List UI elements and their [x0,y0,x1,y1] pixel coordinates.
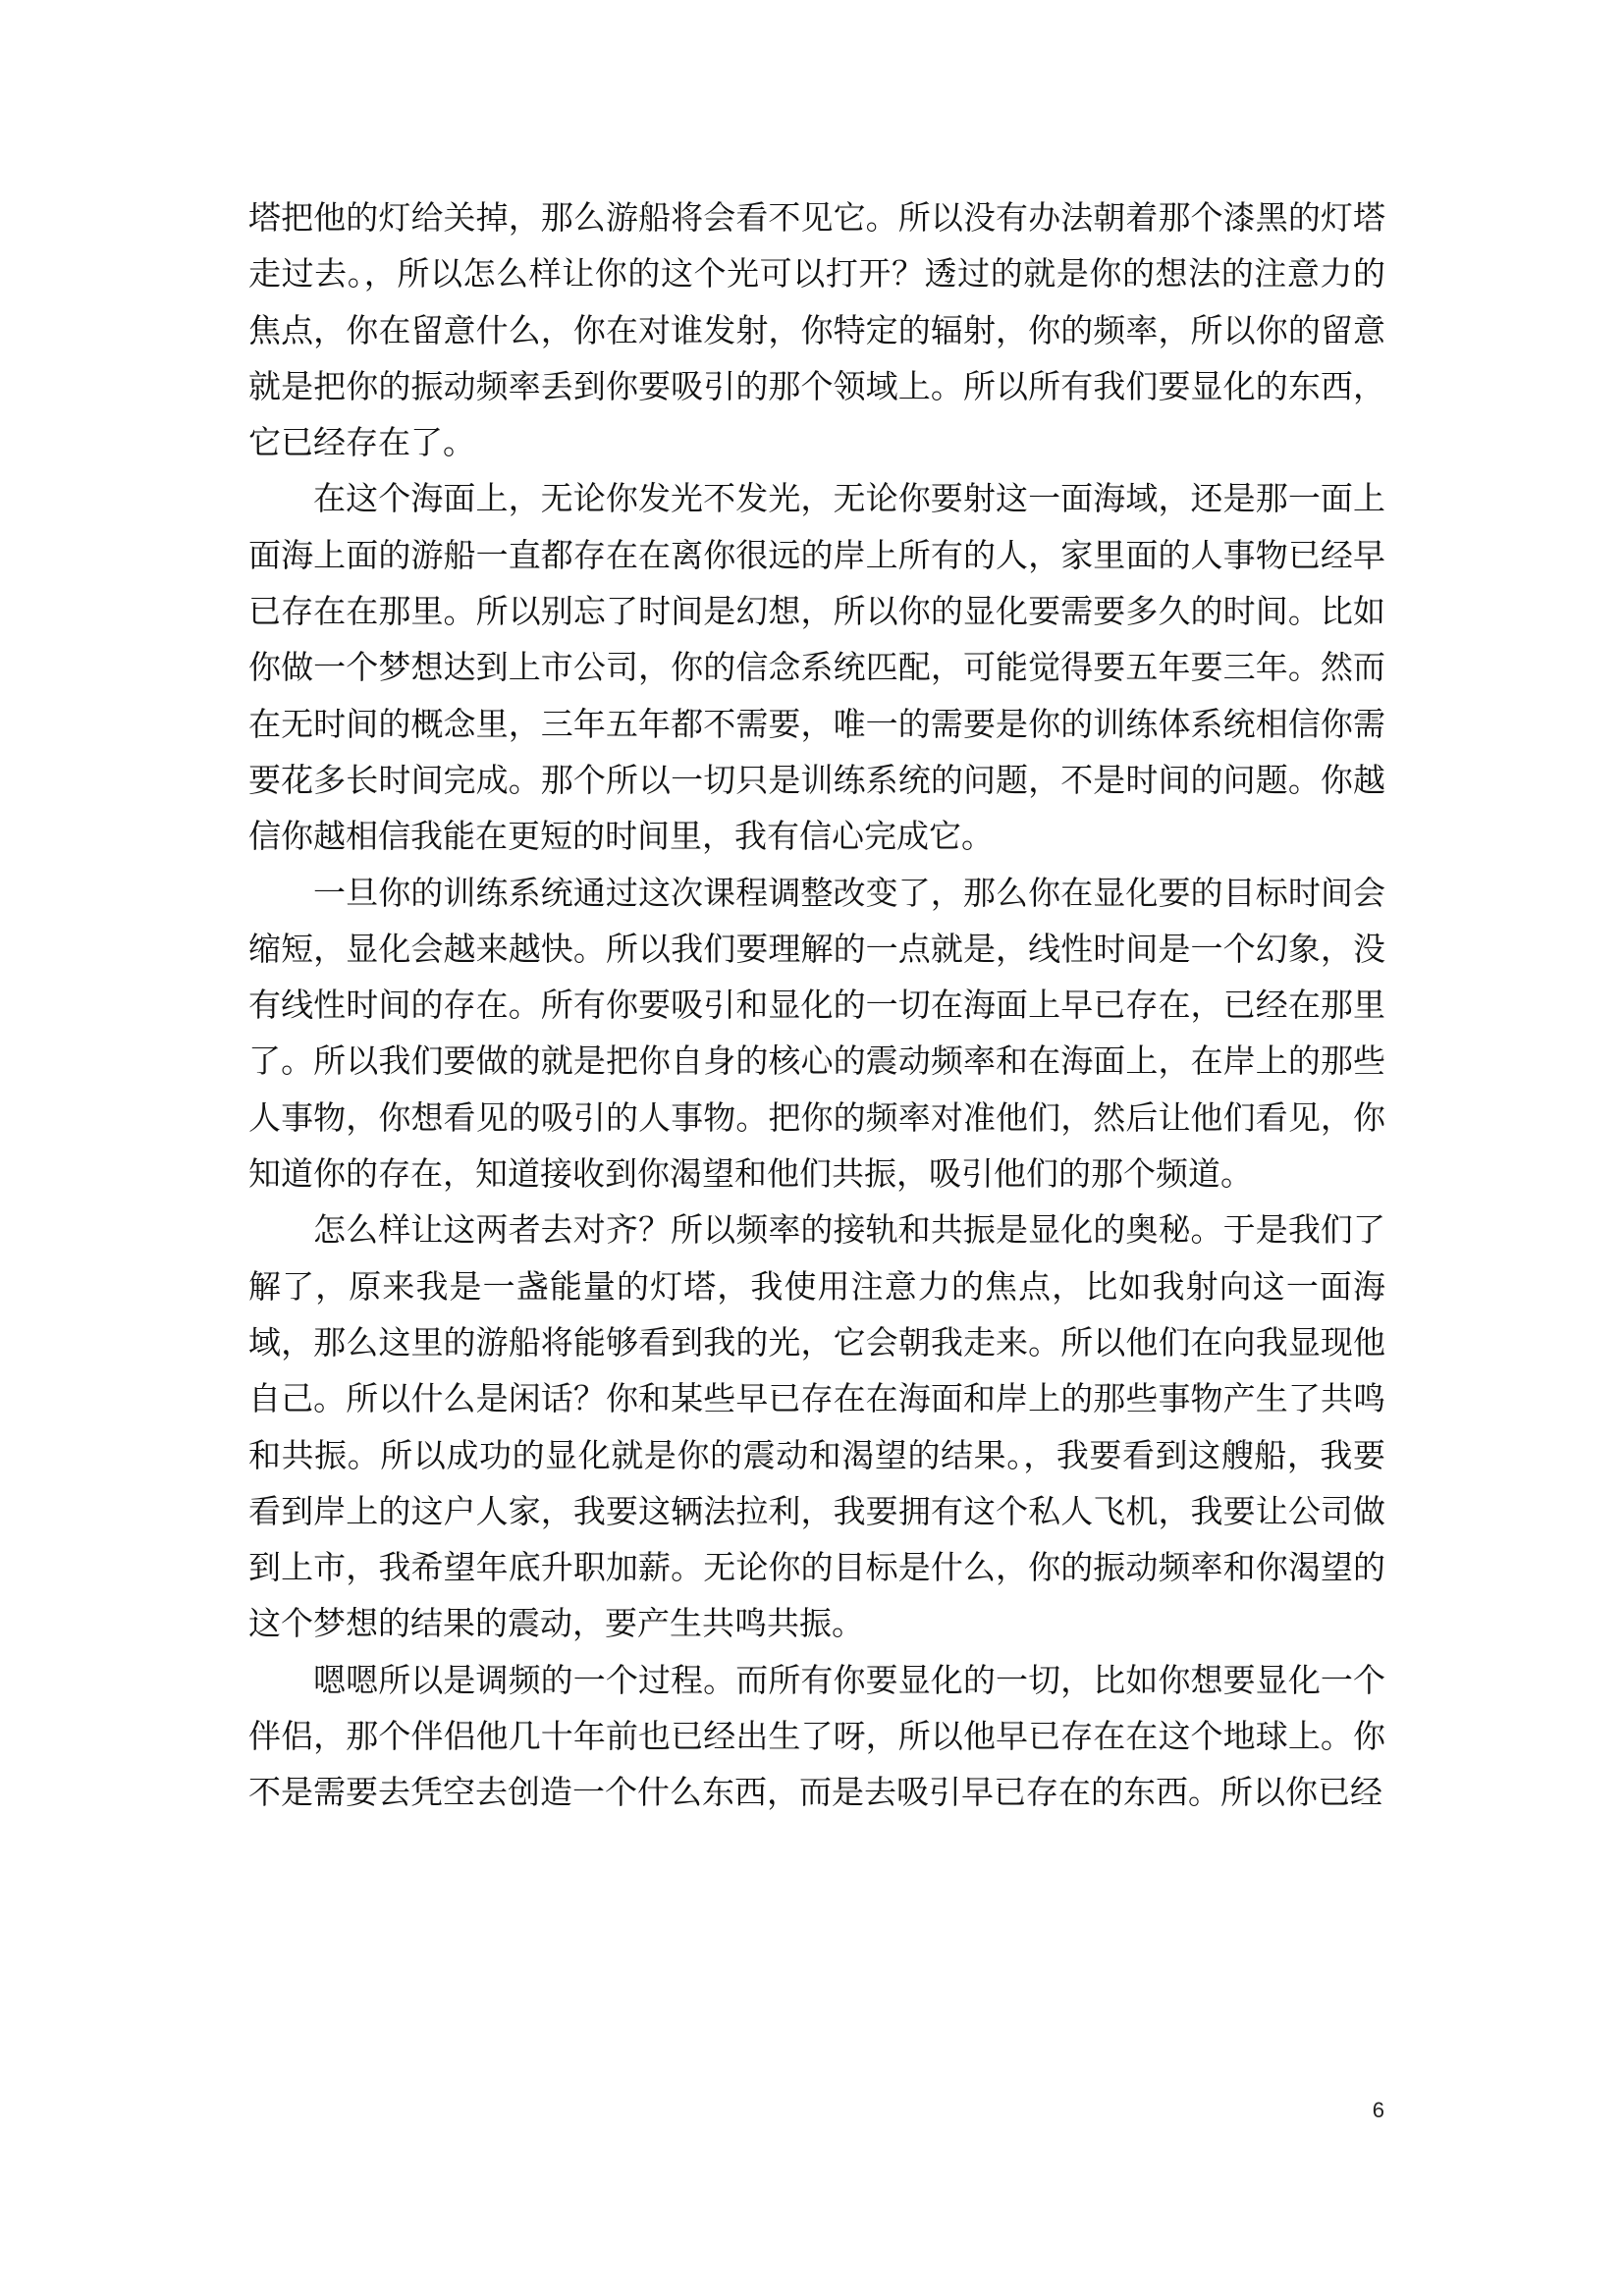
paragraph: 塔把他的灯给关掉，那么游船将会看不见它。所以没有办法朝着那个漆黑的灯塔走过去。，所以怎么样让你的这个光可以打开？透过的就是你的想法的注意力的焦点，你在留意什么，你在对谁发射，你特定的辐射，你的频率，所以你的留意就是把你的振动频率丢到你要吸引的那个领域上。所以所有我们要显化的东西，它已经存在了。 [248,198,1385,462]
page-number: 6 [1372,2098,1384,2122]
paragraph: 一旦你的训练系统通过这次课程调整改变了，那么你在显化要的目标时间会缩短，显化会越来越快。所以我们要理解的一点就是，线性时间是一个幻象，没有线性时间的存在。所有你要吸引和显化的一切在海面上早已存在，已经在那里了。所以我们要做的就是把你自身的核心的震动频率和在海面上，在岸上的那些人事物，你想看见的吸引的人事物。把你的频率对准他们，然后让他们看见，你知道你的存在，知道接收到你渴望和他们共振，吸引他们的那个频道。 [248,873,1385,1194]
paragraph: 嗯嗯所以是调频的一个过程。而所有你要显化的一切，比如你想要显化一个伴侣，那个伴侣他几十年前也已经出生了呀，所以他早已存在在这个地球上。你不是需要去凭空去创造一个什么东西，而是去吸引早已存在的东西。所以你已经 [248,1660,1385,1812]
body-text [248,189,1385,1821]
paragraph: 在这个海面上，无论你发光不发光，无论你要射这一面海域，还是那一面上面海上面的游船一直都存在在离你很远的岸上所有的人，家里面的人事物已经早已存在在那里。所以别忘了时间是幻想，所以你的显化要需要多久的时间。比如你做一个梦想达到上市公司，你的信念系统匹配，可能觉得要五年要三年。然而在无时间的概念里，三年五年都不需要，唯一的需要是你的训练体系统相信你需要花多长时间完成。那个所以一切只是训练系统的问题，不是时间的问题。你越信你越相信我能在更短的时间里，我有信心完成它。 [248,479,1385,856]
paragraph: 怎么样让这两者去对齐？所以频率的接轨和共振是显化的奥秘。于是我们了解了，原来我是一盏能量的灯塔，我使用注意力的焦点，比如我射向这一面海域，那么这里的游船将能够看到我的光，它会朝我走来。所以他们在向我显现他自己。所以什么是闲话？你和某些早已存在在海面和岸上的那些事物产生了共鸣和共振。所以成功的显化就是你的震动和渴望的结果。，我要看到这艘船，我要看到岸上的这户人家，我要这辆法拉利，我要拥有这个私人飞机，我要让公司做到上市，我希望年底升职加薪。无论你的目标是什么，你的振动频率和你渴望的这个梦想的结果的震动，要产生共鸣共振。 [248,1210,1385,1643]
